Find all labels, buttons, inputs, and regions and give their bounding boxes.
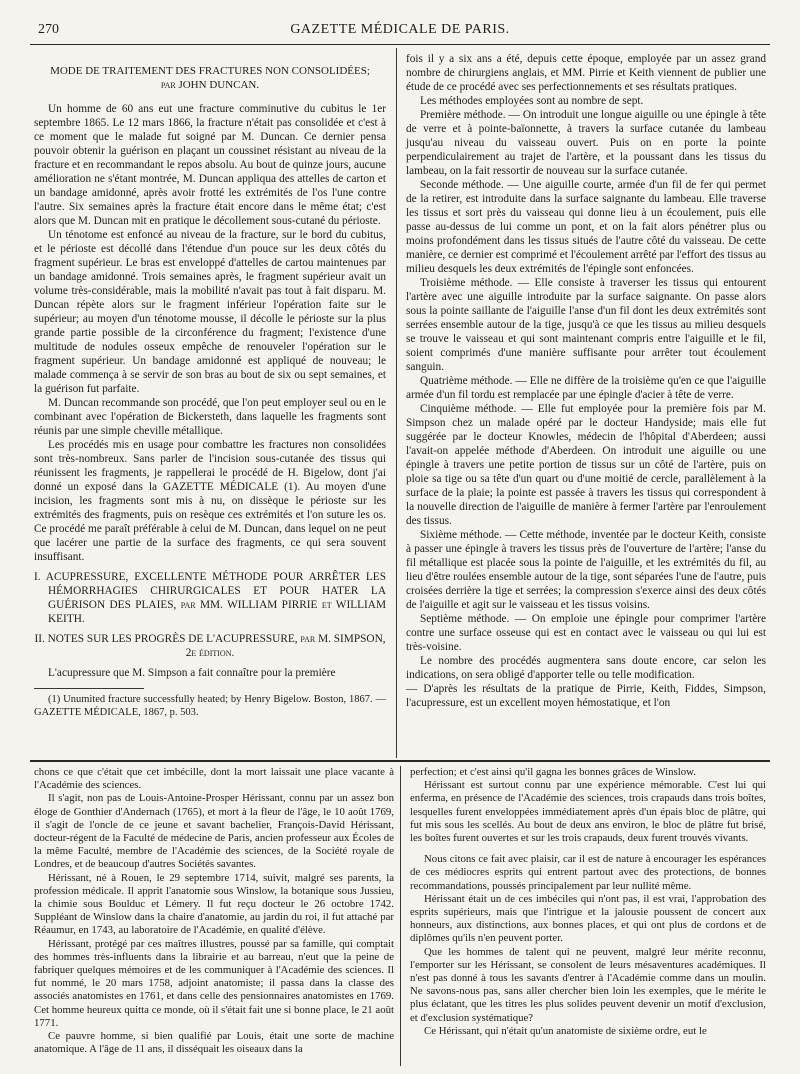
paragraph: Un homme de 60 ans eut une fracture comminutive du cubitus le 1er septembre 1865. Le 12 mars 1866, la fracture n'était pas consolidée et c'est à ce moment que le malade fut soigné par M. Duncan. Ce dernier pensa pouvoir obtenir la guérison en plaçant un coussinet résistant au niveau de la fracture et en recommandant le repos absolu. Au bout de quinze jours, aucune amélioration ne s'étant montrée, M. Duncan appliqua des attelles de carton et un bandage amidonné, après avoir frotté les extrémités de l'os l'une contre l'autre. Six semaines après la fracture était encore dans le même état; c'est alors que M. Duncan mit en pratique le décollement sous-cutané du périoste. [34, 103, 386, 227]
paragraph: fois il y a six ans a été, depuis cette époque, employée par un assez grand nombre de chirurgiens anglais, et MM. Pirrie et Keith viennent de publier une étude de ce procédé avec ses perfectionnements et ses résultats pratiques. [406, 53, 766, 93]
paragraph: perfection; et c'est ainsi qu'il gagna les bonnes grâces de Winslow. [410, 766, 696, 778]
book-entry-2 [34, 632, 386, 660]
paragraph: Ce Hérissant, qui n'était qu'un anatomiste de sixième ordre, eut le [424, 1024, 707, 1037]
lower-right-column [410, 766, 766, 1038]
method-7: Septième méthode. — On emploie une épingle pour comprimer l'artère contre une surface osseuse qui est en contact avec le vaisseau ou qui lui est très-voisine. [406, 613, 766, 653]
paragraph: Les procédés mis en usage pour combattre les fractures non consolidées sont très-nombreux. Sans parler de l'incision sous-cutanée des tissus qui réunissent les fragments, je rappellerai le procédé de H. Bigelow, dont j'ai donné un exposé dans la GAZETTE MÉDICALE (1). Au moyen d'une incision, les fragments sont mis à nu, on dissèque le périoste sur les extrémités des fragments, puis on resèque ces extrémités et l'on suture les os. Ce procédé me paraît préférable à celui de M. Duncan, dans lequel on ne peut que lacérer une partie de la surface des fragments, ce qui sera souvent insuffisant. [34, 439, 386, 563]
method-4: Quatrième méthode. — Elle ne diffère de la troisième qu'en ce que l'aiguille armée d'un fil tordu est remplacée par une épingle d'acier à tête de verre. [406, 375, 766, 401]
paragraph: Hérissant est surtout connu par une expérience mémorable. C'est lui qui enferma, en présence de l'Académie des sciences, trois crapauds dans trois boîtes, lesquelles furent enveloppées immédiatement après d'un épais bloc de plâtre, qui fut mis sous les scellés. Au bout de deux ans environ, le bloc de plâtre fut brisé, les boîtes furent ouvertes et sur les trois crapauds, deux furent trouvés vivants. [410, 779, 766, 845]
page-header [30, 18, 770, 45]
method-3: Troisième méthode. — Elle consiste à traverser les tissus qui entourent l'artère avec une aiguille introduite par la surface saignante. On passe alors sous la pointe saillante de l'aiguille l'anse d'un fil dont les deux extrémités sont serrées ensemble autour de la tige, jusqu'à ce que les tissus au milieu desquels se trouve le vaisseau et qui sont maintenant compris entre l'aiguille et le fil, soient comprimés d'une manière suffisante pour arrêter tout écoulement sanguin. [406, 277, 766, 373]
running-title: GAZETTE MÉDICALE DE PARIS. [290, 22, 510, 37]
lower-left-column [34, 766, 394, 1056]
paragraph: Ce pauvre homme, si bien qualifié par Louis, était une sorte de machine anatomique. A l'âge de 11 ans, il disséquait les oiseaux dans la [34, 1030, 394, 1056]
method-5: Cinquième méthode. — Elle fut employée pour la première fois par M. Simpson chez un malade opéré par le docteur Handyside; mais elle fut suggérée par le docteur Knowles, médecin de l'hôpital d'Aberdeen; aussi l'avait-on appelée méthode d'Aberdeen. On introduit une aiguille ou une épingle à travers une petite portion de tissus sur un côté de l'artère, puis on ploie sa tige ou sa tête d'un quart ou d'une moitié de cercle, parallèlement à la surface de la plaie; la pointe est passée à travers les tissus qui correspondent à la nouvelle direction de l'aiguille de manière à fermer l'artère par l'enroulement des tissus. [406, 403, 766, 527]
paragraph: Les méthodes employées sont au nombre de sept. [420, 95, 644, 107]
upper-right-column [406, 52, 766, 710]
method-1: Première méthode. — On introduit une longue aiguille ou une épingle à tête de verre et à pointe-baïonnette, à travers la surface cutanée du lambeau jusqu'au niveau du vaisseau ouvert. Puis on en porte la pointe perpendiculairement au trajet de l'artère, et la poussant dans les tissus du lambeau, on la fait ressortir de nouveau sur la surface cutanée. [406, 109, 766, 177]
paragraph: Nous citons ce fait avec plaisir, car il est de nature à encourager les espérances de ces médiocres esprits qui entrent partout avec des protections, de bonnes recommandations, poussés principalement par leur nullité même. [410, 853, 766, 892]
paragraph: L'acupressure que M. Simpson a fait connaître pour la première [48, 667, 336, 679]
footnote-divider [34, 688, 144, 689]
paragraph-gap [410, 845, 766, 853]
paragraph: Hérissant, né à Rouen, le 29 septembre 1714, suivit, malgré ses parents, la profession médicale. Il apprit l'anatomie sous Winslow, la botanique sous Jussieu, la chimie sous Boulduc et Lémery. Il fut reçu docteur le 26 octobre 1742. Suppléant de Winslow dans la chaire d'anatomie, au jardin du roi, il fut attaché par Réaumur, en 1743, au laboratoire de l'Académie, en qualité d'élève. [34, 871, 394, 937]
article-heading [34, 64, 386, 92]
paragraph: M. Duncan recommande son procédé, que l'on peut employer seul ou en le combinant avec l'opération de Bickersteth, dans laquelle les fragments sont réunis par une simple cheville métallique. [34, 397, 386, 437]
paragraph: Il s'agit, non pas de Louis-Antoine-Prosper Hérissant, connu par un assez bon éloge de Gonthier d'Andernach (1765), et mort à la fleur de l'âge, le 10 août 1769, il s'agit de l'oncle de ce jeune et savant bachelier, François-David Hérissant, docteur-régent de la Faculté de médecine de Paris, ancien professeur aux Écoles de la même Faculté, membre de l'Académie des sciences, de la Société royale de Londres, et de beaucoup d'autres Sociétés savantes. [34, 792, 394, 871]
paragraph: Un ténotome est enfoncé au niveau de la fracture, sur le bord du cubitus, et le périoste est décollé dans l'étendue d'un pouce sur les deux côtés du fragment supérieur. Le bras est enveloppé d'attelles de cartou maintenues par un bandage amidonné. Trois semaines après, le fragment supérieur avait un volume très-considérable, mais la mobilité n'avait pas tout à fait disparu. M. Duncan répète alors sur le fragment inférieur l'opération faite sur le supérieur; au moyen d'un ténotome mousse, il décolle le périoste sur la plus grande partie possible de la circonférence du fragment; l'existence d'une multitude de nodules osseux empêche de renouveler l'opération sur le fragment supérieur. Un bandage amidonné est appliqué de nouveau; le malade commença à se servir de son bras au bout de six ou sept semaines, et la guérison fut parfaite. [34, 229, 386, 395]
book-entry-2-edition: 2e édition. [185, 647, 235, 659]
article-title: MODE DE TRAITEMENT DES FRACTURES NON CONSOLIDÉES; [50, 65, 370, 77]
paragraph: Hérissant, protégé par ces maîtres illustres, poussé par sa famille, qui comptait des hommes très-influents dans la librairie et au barreau, n'eut que la peine de fabriquer quelques mémoires et de les communiquer à l'Académie des sciences. Il fut nommé, le 20 mars 1758, adjoint anatomiste; il passa dans la classe des associés anatomistes en 1761, et dans celle des pensionnaires anatomistes en 1769. Cet homme heureux quitta ce monde, où il s'était fait une si bonne place, le 21 août 1771. [34, 937, 394, 1029]
article-author: par JOHN DUNCAN. [160, 79, 260, 91]
method-2: Seconde méthode. — Une aiguille courte, armée d'un fil de fer qui permet de la retirer, est introduite dans la surface saignante du lambeau. Elle traverse les tissus et sort près du vaisseau qui donne lieu à un écoulement, puis elle passe au-dessus de lui comme un pont, et on la fait alors pénétrer plus ou moins profondément dans les tissus situés de l'autre côté du vaisseau. De cette manière, ce dernier est comprimé et l'écoulement arrêté par l'effort des tissus au milieu desquels les deux extrémités de l'épingle sont enfoncées. [406, 179, 766, 275]
paragraph: — D'après les résultats de la pratique de Pirrie, Keith, Fiddes, Simpson, l'acupressure, est un excellent moyen hémostatique, et l'on [406, 683, 766, 709]
paragraph: Que les hommes de talent qui ne peuvent, malgré leur mérite reconnu, l'emporter sur les Hérissant, se consolent de leurs mésaventures académiques. Il n'est pas donné à tous les savants d'entrer à l'Académie comme dans un moulin. Ne savons-nous pas, sans aller chercher bien loin les exemples, que le mérite le plus éclatant, que les titres les plus solides peuvent devenir un motif d'exclusion, et d'exclusion systématique? [410, 945, 766, 1024]
column-divider [400, 766, 401, 1066]
footnote: (1) Unumited fracture successfully heated; by Henry Bigelow. Boston, 1867. — GAZETTE MÉDICALE, 1867, p. 503. [34, 694, 386, 718]
column-divider [396, 48, 397, 758]
upper-left-column [34, 64, 386, 719]
section-divider [30, 760, 770, 762]
book-entry-1: I. ACUPRESSURE, EXCELLENTE MÉTHODE POUR ARRÊTER LES HÉMORRHAGIES CHIRURGICALES ET POUR HATER LA GUÉRISON DES PLAIES, par MM. WILLIAM PIRRIE et WILLIAM KEITH. [34, 571, 386, 625]
method-6: Sixième méthode. — Cette méthode, inventée par le docteur Keith, consiste à passer une épingle à travers les tissus près de l'ouverture de l'artère; l'anse du fil métallique est placée sous la pointe de l'aiguille, et les extrémités du fil, au lieu d'être roulées ensemble autour de la tige, sont séparées l'une de l'autre, puis croisées derrière la tige et serrées; la compression s'exerce ainsi des deux côtés de l'aiguille et agit sur le vaisseau et les tissus voisins. [406, 529, 766, 611]
paragraph: chons ce que c'était que cet imbécille, dont la mort laissait une place vacante à l'Académie des sciences. [34, 766, 394, 792]
page-number: 270 [38, 22, 59, 37]
paragraph: Hérissant était un de ces imbéciles qui n'ont pas, il est vrai, l'approbation des esprits supérieurs, mais que l'intrigue et la jalousie poussent de concert aux honneurs, aux distinctions, aux bonnes places, et qui ont plus de cordons et de diplômes qu'ils n'en peuvent porter. [410, 892, 766, 945]
paragraph: Le nombre des procédés augmentera sans doute encore, car selon les indications, on sera obligé d'apporter telle ou telle modification. [406, 655, 766, 681]
book-entry-2-title: II. NOTES SUR LES PROGRÈS DE L'ACUPRESSURE, par M. SIMPSON, [34, 633, 386, 645]
